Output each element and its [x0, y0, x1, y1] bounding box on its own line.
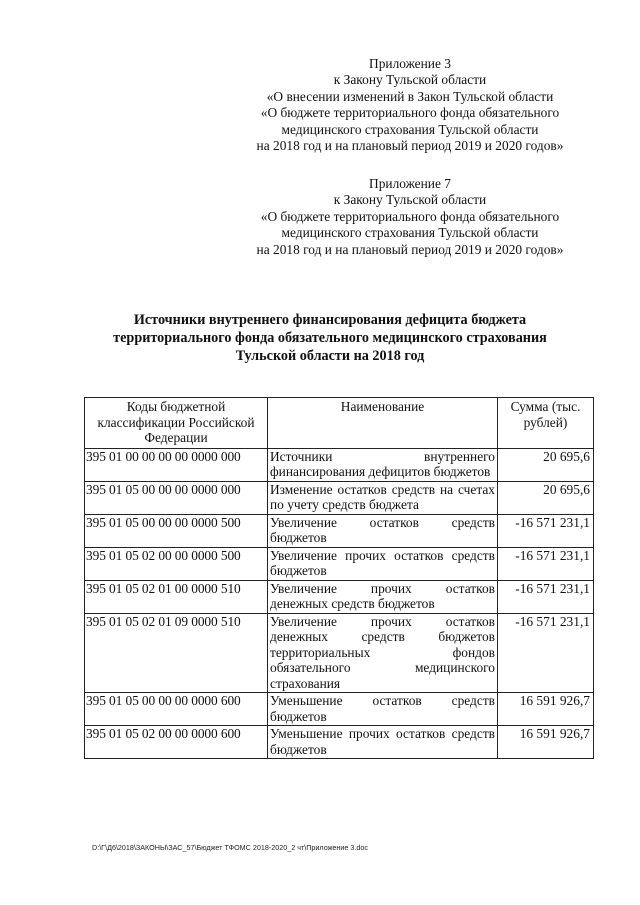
appendix-3-line: на 2018 год и на плановый период 2019 и 2020 годов»: [256, 138, 564, 154]
appendix-3-line: «О внесении изменений в Закон Тульской области: [266, 88, 554, 104]
header-code: Коды бюджетной классификации Российской Федерации: [85, 398, 268, 449]
table-row: [85, 481, 594, 514]
table-row: [85, 448, 594, 481]
row-code: 395 01 05 00 00 00 0000 500: [85, 514, 268, 547]
row-code: 395 01 05 02 01 09 0000 510: [85, 613, 268, 693]
file-path-footer: D:\Г\Д6\2018\ЗАКОНЫ\ЗАС_57\Бюджет ТФОМС 2018-2020_2 чт\Приложение 3.doc: [92, 843, 368, 852]
appendix-3-line: «О бюджете территориального фонда обязательного: [260, 105, 560, 121]
table-header-row: [85, 398, 594, 449]
title-line: Тульской области на 2018 год: [235, 348, 425, 364]
row-code: 395 01 00 00 00 00 0000 000: [85, 448, 268, 481]
row-name: Источники внутреннего финансирования дефицитов бюджетов: [268, 448, 498, 481]
row-code: 395 01 05 00 00 00 0000 000: [85, 481, 268, 514]
title-line: Источники внутреннего финансирования дефицита бюджета: [133, 312, 527, 328]
appendix-3-line: медицинского страхования Тульской области: [281, 121, 539, 137]
row-sum: -16 571 231,1: [498, 613, 594, 693]
row-name: Увеличение прочих остатков денежных средств бюджетов территориальных фондов обязательного медицинского страхования: [268, 613, 498, 693]
row-code: 395 01 05 00 00 00 0000 600: [85, 693, 268, 726]
row-code: 395 01 05 02 00 00 0000 500: [85, 547, 268, 580]
table-row: [85, 580, 594, 613]
row-sum: 16 591 926,7: [498, 726, 594, 759]
row-name: Увеличение остатков средств бюджетов: [268, 514, 498, 547]
row-sum: -16 571 231,1: [498, 547, 594, 580]
appendix-7-line: к Закону Тульской области: [333, 192, 487, 208]
row-name: Увеличение прочих остатков средств бюджетов: [268, 547, 498, 580]
appendix-3-line: к Закону Тульской области: [333, 72, 487, 88]
row-sum: -16 571 231,1: [498, 580, 594, 613]
title-line: территориального фонда обязательного медицинского страхования: [113, 330, 547, 346]
row-name: Уменьшение прочих остатков средств бюджетов: [268, 726, 498, 759]
appendix-3-line: Приложение 3: [369, 56, 451, 71]
row-code: 395 01 05 02 00 00 0000 600: [85, 726, 268, 759]
table-row: [85, 693, 594, 726]
header-name: Наименование: [268, 398, 498, 449]
appendix-7-line: Приложение 7: [369, 176, 451, 191]
appendix-7-line: медицинского страхования Тульской области: [281, 225, 539, 241]
table-row: [85, 547, 594, 580]
row-code: 395 01 05 02 01 00 0000 510: [85, 580, 268, 613]
appendix-3-header: [228, 56, 592, 154]
row-sum: 20 695,6: [498, 448, 594, 481]
row-sum: -16 571 231,1: [498, 514, 594, 547]
appendix-7-header: [228, 176, 592, 258]
document-title: [70, 311, 590, 365]
appendix-7-line: на 2018 год и на плановый период 2019 и 2020 годов»: [256, 241, 564, 257]
header-sum: Сумма (тыс. рублей): [498, 398, 594, 449]
table-row: [85, 514, 594, 547]
row-name: Увеличение прочих остатков денежных средств бюджетов: [268, 580, 498, 613]
row-name: Изменение остатков средств на счетах по учету средств бюджета: [268, 481, 498, 514]
row-sum: 20 695,6: [498, 481, 594, 514]
row-sum: 16 591 926,7: [498, 693, 594, 726]
appendix-7-line: «О бюджете территориального фонда обязательного: [260, 208, 560, 224]
table-row: [85, 613, 594, 693]
row-name: Уменьшение остатков средств бюджетов: [268, 693, 498, 726]
table-row: [85, 726, 594, 759]
financing-sources-table: [84, 397, 594, 759]
